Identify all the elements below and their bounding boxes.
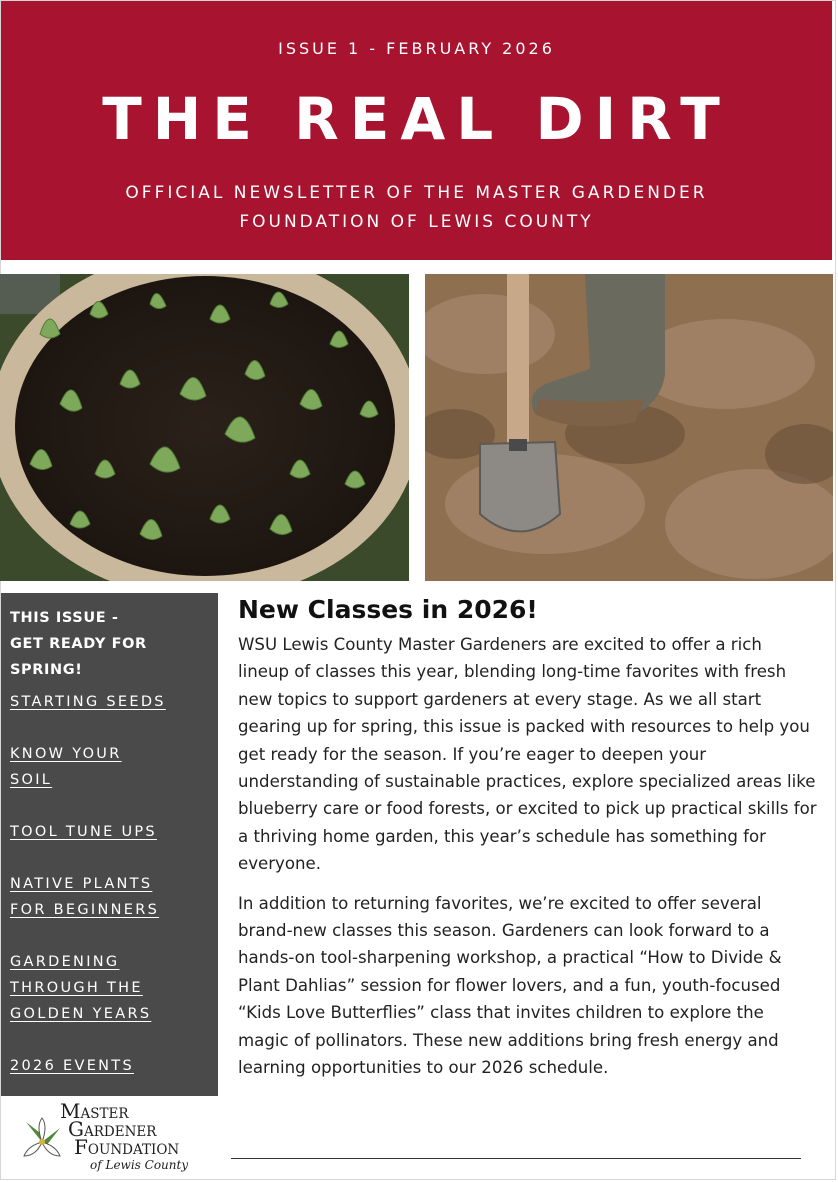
sidebar-heading-line-2: GET READY FOR — [10, 636, 147, 652]
sidebar-contents — [1, 593, 218, 1096]
logo-cap-g: G — [68, 1117, 84, 1141]
link-native-plants[interactable]: NATIVE PLANTS FOR BEGINNERS — [10, 876, 160, 918]
newsletter-subtitle — [41, 179, 792, 237]
bottom-divider — [231, 1158, 801, 1159]
link-2026-events[interactable]: 2026 EVENTS — [10, 1058, 134, 1074]
logo-word-oundation: OUNDATION — [87, 1142, 180, 1158]
logo-cap-m: M — [60, 1099, 81, 1123]
issue-label: ISSUE 1 - FEBRUARY 2026 — [278, 39, 555, 58]
subtitle-line-2: FOUNDATION OF LEWIS COUNTY — [239, 212, 594, 232]
sidebar-heading-line-3: SPRING! — [10, 662, 83, 678]
boot-shovel-mud-photo — [425, 274, 833, 581]
tulip-sprouts-photo — [0, 274, 409, 581]
master-gardener-foundation-logo — [22, 1099, 192, 1174]
link-know-your-soil[interactable]: KNOW YOUR SOIL — [10, 746, 122, 788]
sidebar-heading — [10, 605, 210, 683]
logo-text — [60, 1099, 189, 1173]
logo-cap-f: F — [74, 1135, 88, 1159]
article-heading: New Classes in 2026! — [238, 595, 538, 624]
article-new-classes — [238, 593, 818, 1082]
logo-word-ardener: ARDENER — [83, 1124, 157, 1140]
logo-county: of Lewis County — [90, 1158, 189, 1172]
logo-word-aster: ASTER — [80, 1106, 129, 1122]
newsletter-title: THE REAL DIRT — [102, 85, 731, 153]
sidebar-link-list — [10, 689, 210, 1079]
link-tool-tune-ups[interactable]: TOOL TUNE UPS — [10, 824, 157, 840]
subtitle-line-1: OFFICIAL NEWSLETTER OF THE MASTER GARDENDER — [125, 183, 708, 203]
link-starting-seeds[interactable]: STARTING SEEDS — [10, 694, 166, 710]
trillium-flower-icon — [22, 1112, 62, 1172]
article-paragraph-1: WSU Lewis County Master Gardeners are excited to offer a rich lineup of classes this year, blending long-time favorites with fresh new topics to support gardeners at every stage. As we all start gearing up for spring, this issue is packed with resources to help you get ready for the season. If you’re eager to deepen your understanding of sustainable practices, explore specialized areas like blueberry care or food forests, or excited to pick up practical skills for a thriving home garden, this year’s schedule has something for everyone. — [238, 635, 817, 874]
masthead — [1, 1, 832, 260]
article-paragraph-2: In addition to returning favorites, we’re excited to offer several brand-new classes this season. Gardeners can look forward to a hands-on tool-sharpening workshop, a practical “How to Divide & Plant Dahlias” session for flower lovers, and a fun, youth-focused “Kids Love Butterflies” class that invites children to explore the magic of pollinators. These new additions bring fresh energy and learning opportunities to our 2026 schedule. — [238, 893, 782, 1078]
sidebar-heading-line-1: THIS ISSUE - — [10, 610, 119, 626]
link-gardening-golden-years[interactable]: GARDENING THROUGH THE GOLDEN YEARS — [10, 954, 152, 1022]
